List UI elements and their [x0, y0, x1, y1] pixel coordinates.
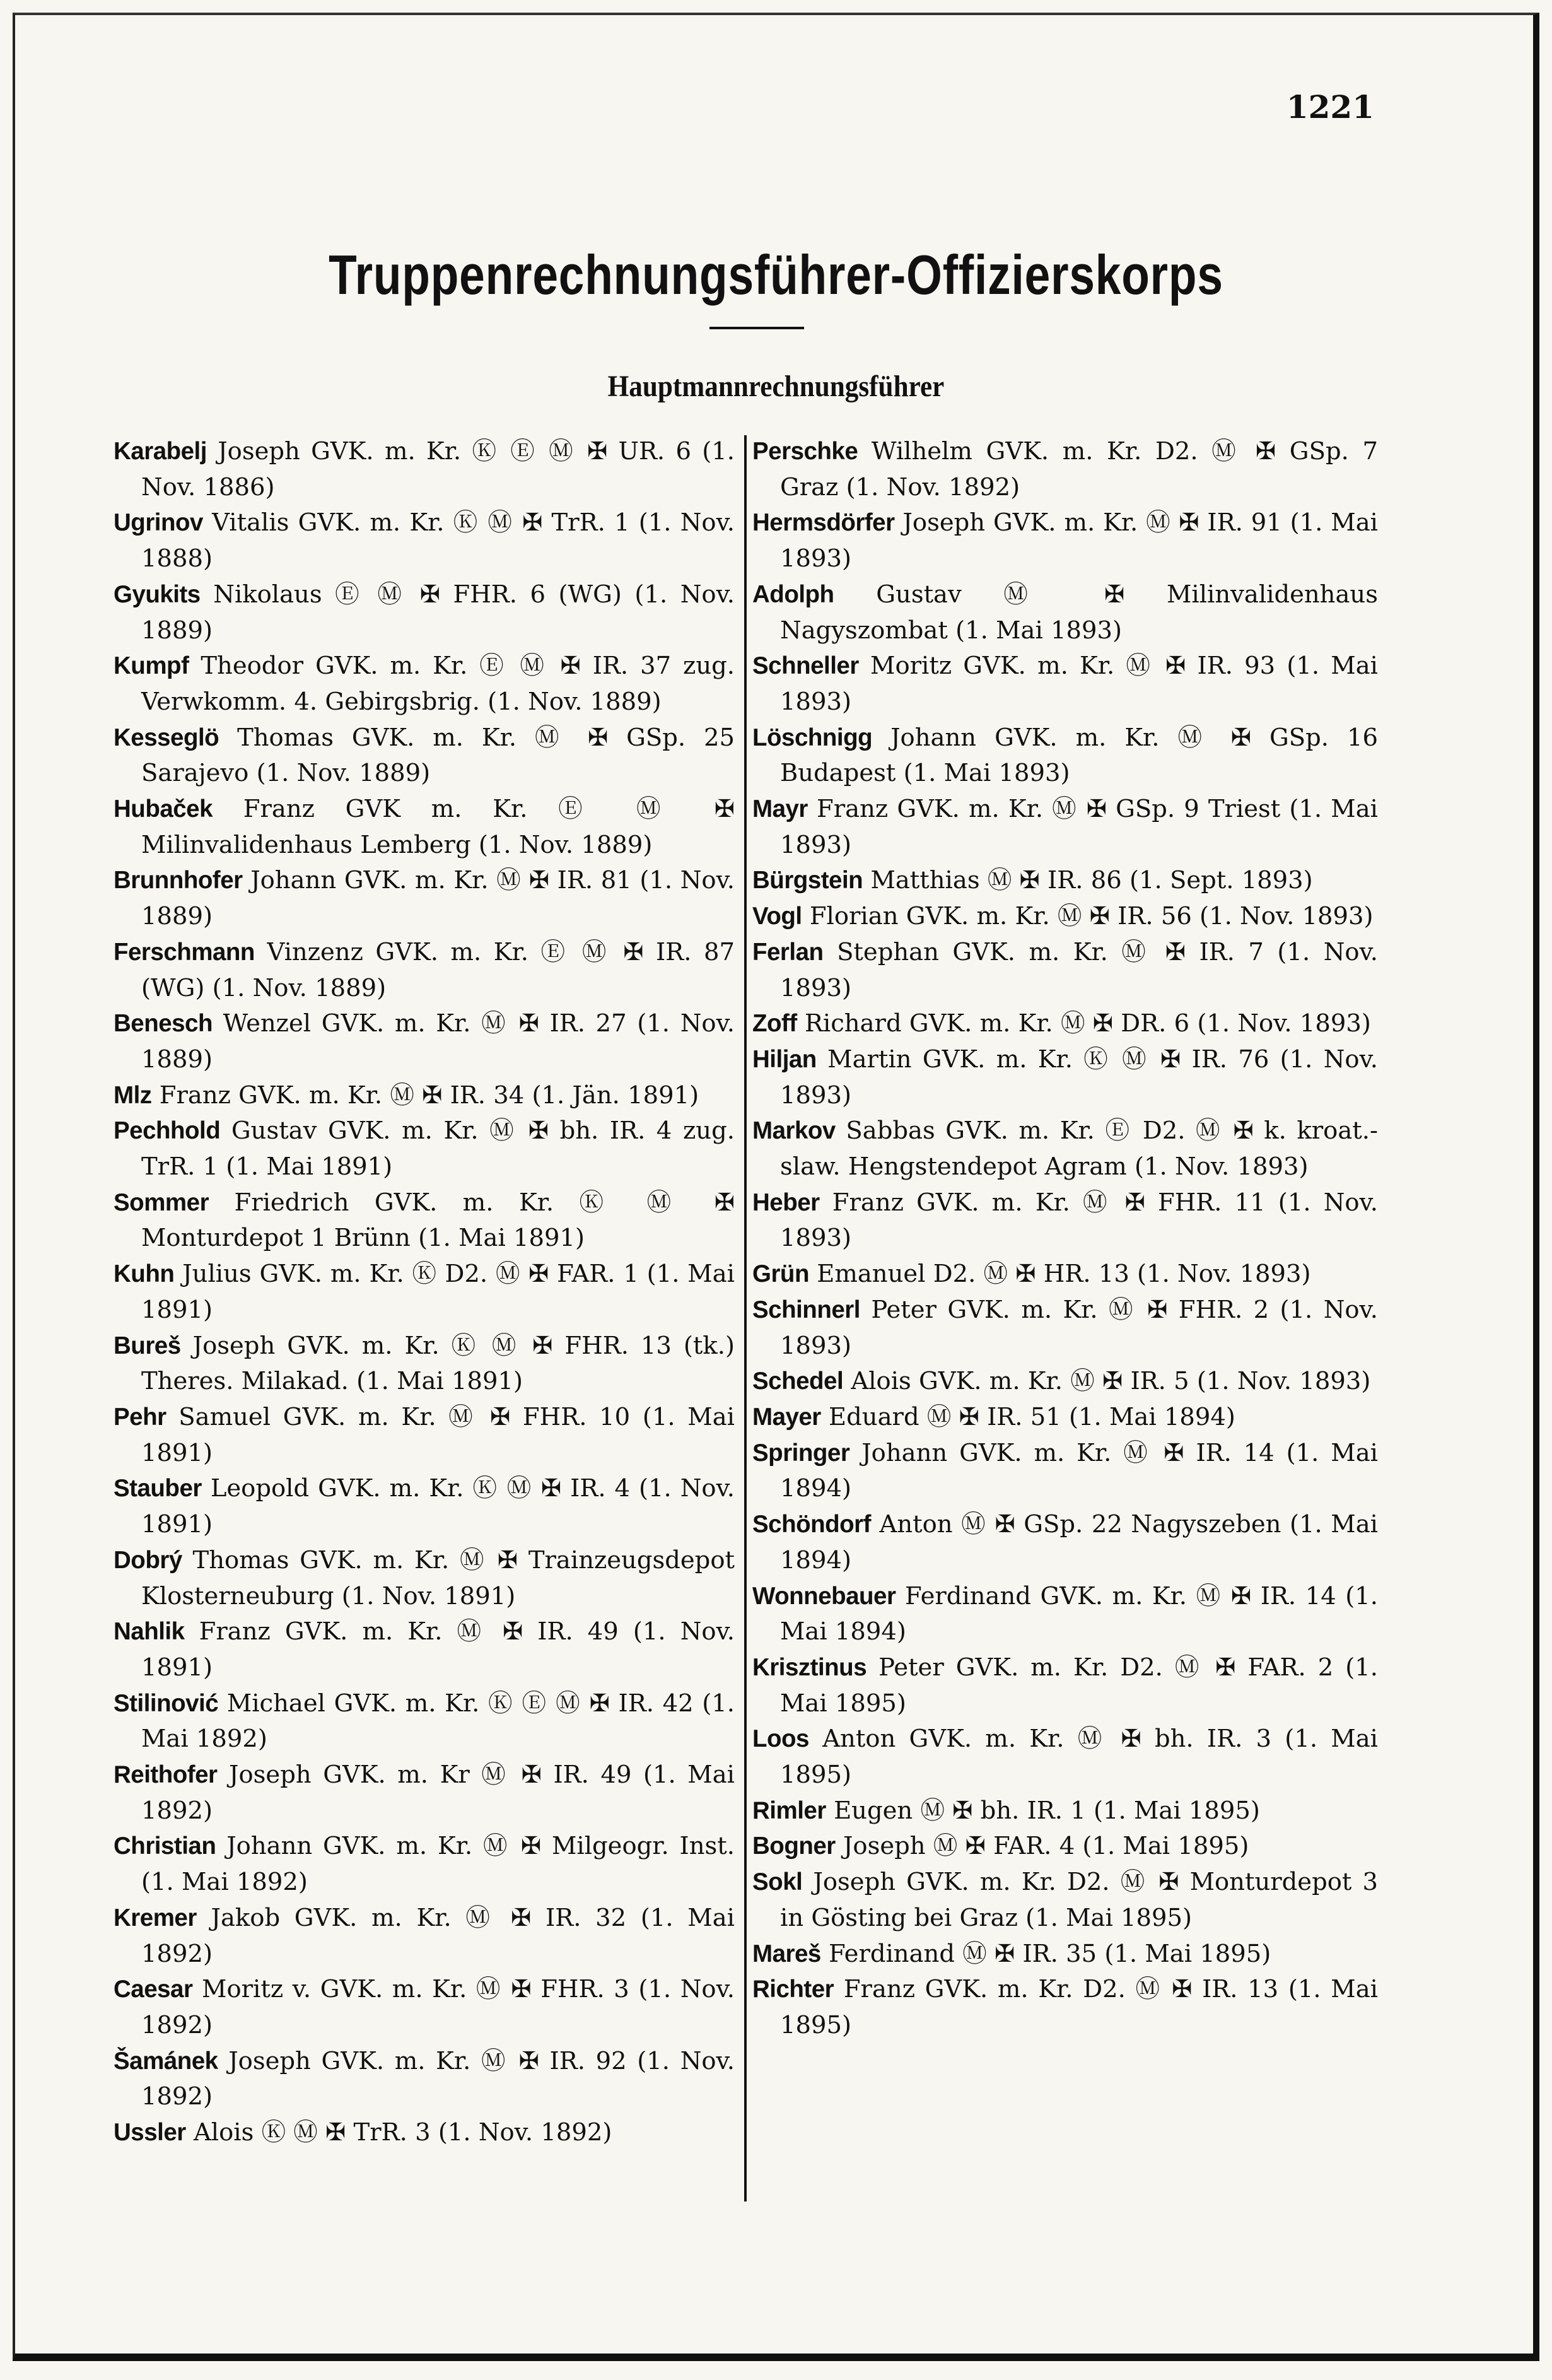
page-number: 1221	[1286, 88, 1374, 126]
roster-entry	[752, 1185, 1378, 1257]
officer-surname: Kremer	[114, 1904, 197, 1932]
roster-entry	[752, 1436, 1378, 1507]
roster-entry	[752, 863, 1378, 899]
roster-entry	[752, 1400, 1378, 1436]
officer-details: Matthias Ⓜ ✠ IR. 86 (1. Sept. 1893)	[870, 866, 1313, 895]
officer-details: Thomas GVK. m. Kr. Ⓜ ✠ GSp. 25 Sarajevo (1. Nov. 1889)	[141, 723, 735, 788]
officer-surname: Springer	[752, 1439, 850, 1467]
officer-surname: Bureš	[114, 1332, 181, 1359]
roster-entry	[114, 792, 735, 863]
officer-details: Friedrich GVK. m. Kr. Ⓚ Ⓜ ✠ Monturdepot 1 Brünn (1. Mai 1891)	[141, 1188, 735, 1253]
officer-surname: Vogl	[752, 903, 802, 930]
officer-details: Alois GVK. m. Kr. Ⓜ ✠ IR. 5 (1. Nov. 1893)	[851, 1367, 1371, 1396]
officer-surname: Adolph	[752, 580, 834, 608]
officer-surname: Stauber	[114, 1475, 202, 1503]
roster-entry	[752, 1721, 1378, 1793]
officer-surname: Stilinović	[114, 1689, 219, 1717]
officer-details: Emanuel D2. Ⓜ ✠ HR. 13 (1. Nov. 1893)	[817, 1260, 1311, 1289]
roster-entry	[752, 1865, 1378, 1936]
roster-entry	[752, 1650, 1378, 1721]
roster-entry	[114, 1400, 735, 1471]
officer-details: Vinzenz GVK. m. Kr. Ⓔ Ⓜ ✠ IR. 87 (WG) (1. Nov. 1889)	[141, 937, 735, 1002]
roster-entry	[114, 1901, 735, 1972]
officer-details: Julius GVK. m. Kr. Ⓚ D2. Ⓜ ✠ FAR. 1 (1. Mai 1891)	[141, 1260, 735, 1324]
officer-surname: Löschnigg	[752, 724, 873, 751]
officer-details: Peter GVK. m. Kr. D2. Ⓜ ✠ FAR. 2 (1. Mai 1895)	[780, 1653, 1378, 1718]
officer-surname: Ussler	[114, 2119, 186, 2147]
officer-details: Franz GVK. m. Kr. Ⓜ ✠ IR. 34 (1. Jän. 1891)	[159, 1081, 699, 1110]
roster-entry	[752, 1113, 1378, 1185]
officer-surname: Mlz	[114, 1081, 152, 1109]
roster-entry	[114, 1471, 735, 1542]
roster-entry	[752, 935, 1378, 1006]
officer-details: Joseph GVK. m. Kr. Ⓚ Ⓔ Ⓜ ✠ UR. 6 (1. Nov. 1886)	[141, 437, 735, 501]
officer-surname: Schneller	[752, 652, 859, 680]
title-rule	[709, 327, 804, 329]
officer-details: Ferdinand GVK. m. Kr. Ⓜ ✠ IR. 14 (1. Mai 1894)	[780, 1581, 1378, 1646]
officer-surname: Rimler	[752, 1797, 826, 1824]
officer-details: Moritz GVK. m. Kr. Ⓜ ✠ IR. 93 (1. Mai 1893)	[780, 652, 1378, 716]
roster-entry	[114, 1185, 735, 1257]
officer-details: Samuel GVK. m. Kr. Ⓜ ✠ FHR. 10 (1. Mai 1891)	[141, 1402, 735, 1467]
roster-entry	[114, 577, 735, 648]
officer-details: Theodor GVK. m. Kr. Ⓔ Ⓜ ✠ IR. 37 zug. Verwkomm. 4. Gebirgsbrig. (1. Nov. 1889)	[141, 652, 735, 716]
roster-entry	[114, 1543, 735, 1614]
roster-entry	[114, 1686, 735, 1757]
roster-entry	[114, 2115, 735, 2151]
officer-surname: Gyukits	[114, 580, 201, 608]
roster-entry	[114, 434, 735, 505]
officer-surname: Nahlik	[114, 1618, 185, 1646]
roster-entry	[752, 1293, 1378, 1364]
officer-details: Eduard Ⓜ ✠ IR. 51 (1. Mai 1894)	[829, 1402, 1235, 1431]
roster-entry	[752, 1972, 1378, 2043]
column-divider	[744, 435, 747, 2201]
officer-details: Franz GVK. m. Kr. Ⓜ ✠ IR. 49 (1. Nov. 1891)	[141, 1617, 735, 1682]
officer-details: Eugen Ⓜ ✠ bh. IR. 1 (1. Mai 1895)	[834, 1796, 1260, 1825]
roster-entry	[752, 1829, 1378, 1865]
officer-surname: Reithofer	[114, 1761, 218, 1789]
roster-entry	[752, 1507, 1378, 1578]
officer-details: Johann GVK. m. Kr. Ⓜ ✠ Milgeogr. Inst. (1. Mai 1892)	[141, 1832, 735, 1897]
officer-surname: Grün	[752, 1260, 809, 1288]
officer-details: Joseph GVK. m. Kr. D2. Ⓜ ✠ Monturdepot 3 in Gösting bei Graz (1. Mai 1895)	[780, 1868, 1378, 1932]
officer-surname: Richter	[752, 1976, 834, 2003]
officer-details: Anton Ⓜ ✠ GSp. 22 Nagyszeben (1. Mai 1894)	[780, 1510, 1378, 1574]
officer-details: Jakob GVK. m. Kr. Ⓜ ✠ IR. 32 (1. Mai 1892)	[141, 1903, 735, 1968]
officer-surname: Caesar	[114, 1976, 193, 2003]
officer-details: Wilhelm GVK. m. Kr. D2. Ⓜ ✠ GSp. 7 Graz (1. Nov. 1892)	[780, 437, 1378, 501]
officer-details: Gustav GVK. m. Kr. Ⓜ ✠ bh. IR. 4 zug. TrR. 1 (1. Mai 1891)	[141, 1117, 735, 1181]
roster-entry	[114, 1972, 735, 2043]
officer-details: Michael GVK. m. Kr. Ⓚ Ⓔ Ⓜ ✠ IR. 42 (1. Mai 1892)	[141, 1689, 735, 1754]
officer-details: Martin GVK. m. Kr. Ⓚ Ⓜ ✠ IR. 76 (1. Nov. 1893)	[780, 1045, 1378, 1110]
roster-entry	[114, 1614, 735, 1685]
officer-details: Joseph GVK. m. Kr Ⓜ ✠ IR. 49 (1. Mai 1892)	[141, 1761, 735, 1825]
roster-entry	[752, 648, 1378, 720]
officer-surname: Hermsdörfer	[752, 509, 895, 537]
officer-details: Stephan GVK. m. Kr. Ⓜ ✠ IR. 7 (1. Nov. 1893)	[780, 937, 1378, 1002]
roster-entry	[752, 1006, 1378, 1042]
roster-entry	[114, 1078, 735, 1114]
officer-surname: Schöndorf	[752, 1511, 871, 1539]
officer-details: Richard GVK. m. Kr. Ⓜ ✠ DR. 6 (1. Nov. 1893)	[804, 1009, 1371, 1038]
officer-surname: Benesch	[114, 1010, 213, 1038]
roster-entry	[114, 505, 735, 577]
roster-entry	[752, 1042, 1378, 1113]
officer-details: Franz GVK. m. Kr. D2. Ⓜ ✠ IR. 13 (1. Mai 1895)	[780, 1975, 1378, 2039]
roster-entry	[752, 577, 1378, 648]
officer-surname: Markov	[752, 1117, 836, 1145]
right-column	[752, 434, 1378, 2044]
roster-entry	[752, 1257, 1378, 1293]
officer-details: Leopold GVK. m. Kr. Ⓚ Ⓜ ✠ IR. 4 (1. Nov. 1891)	[141, 1474, 735, 1539]
officer-surname: Sokl	[752, 1868, 803, 1896]
officer-details: Johann GVK. m. Kr. Ⓜ ✠ IR. 81 (1. Nov. 1889)	[141, 866, 735, 931]
officer-surname: Kumpf	[114, 652, 189, 680]
officer-details: Vitalis GVK. m. Kr. Ⓚ Ⓜ ✠ TrR. 1 (1. Nov. 1888)	[141, 508, 735, 573]
officer-surname: Schinnerl	[752, 1296, 860, 1323]
officer-surname: Pehr	[114, 1403, 166, 1431]
officer-details: Peter GVK. m. Kr. Ⓜ ✠ FHR. 2 (1. Nov. 1893)	[780, 1295, 1378, 1360]
officer-details: Florian GVK. m. Kr. Ⓜ ✠ IR. 56 (1. Nov. 1893)	[809, 902, 1374, 931]
officer-details: Joseph GVK. m. Kr. Ⓜ ✠ IR. 91 (1. Mai 1893)	[780, 508, 1378, 573]
roster-entry	[752, 505, 1378, 577]
roster-entry	[752, 792, 1378, 863]
roster-entry	[752, 1937, 1378, 1973]
roster-entry	[752, 1364, 1378, 1400]
officer-surname: Dobrý	[114, 1546, 182, 1574]
officer-surname: Loos	[752, 1725, 809, 1753]
officer-details: Alois Ⓚ Ⓜ ✠ TrR. 3 (1. Nov. 1892)	[193, 2118, 612, 2147]
officer-surname: Kuhn	[114, 1260, 175, 1288]
roster-entry	[114, 720, 735, 792]
officer-surname: Mayr	[752, 795, 808, 823]
roster-entry	[114, 1257, 735, 1328]
officer-surname: Hubaček	[114, 795, 213, 823]
roster-entry	[752, 899, 1378, 935]
roster-entry	[752, 720, 1378, 792]
roster-entry	[114, 648, 735, 720]
officer-details: Franz GVK m. Kr. Ⓔ Ⓜ ✠ Milinvalidenhaus Lemberg (1. Nov. 1889)	[141, 795, 735, 859]
roster-entry	[114, 1829, 735, 1900]
officer-surname: Bogner	[752, 1832, 836, 1860]
officer-surname: Mayer	[752, 1403, 821, 1431]
officer-surname: Perschke	[752, 438, 858, 465]
officer-details: Joseph GVK. m. Kr. Ⓚ Ⓜ ✠ FHR. 13 (tk.) Theres. Milakad. (1. Mai 1891)	[141, 1331, 735, 1396]
roster-entry	[752, 1793, 1378, 1829]
officer-details: Wenzel GVK. m. Kr. Ⓜ ✠ IR. 27 (1. Nov. 1889)	[141, 1009, 735, 1074]
officer-surname: Heber	[752, 1188, 820, 1216]
roster-entry	[114, 1113, 735, 1185]
left-column	[114, 434, 735, 2151]
officer-details: Franz GVK. m. Kr. Ⓜ ✠ GSp. 9 Triest (1. Mai 1893)	[780, 795, 1378, 859]
officer-details: Johann GVK. m. Kr. Ⓜ ✠ IR. 14 (1. Mai 1894)	[780, 1438, 1378, 1503]
officer-surname: Brunnhofer	[114, 867, 243, 894]
officer-surname: Wonnebauer	[752, 1582, 896, 1610]
roster-entry	[114, 2044, 735, 2115]
officer-details: Joseph Ⓜ ✠ FAR. 4 (1. Mai 1895)	[843, 1832, 1249, 1861]
officer-surname: Kesseglö	[114, 724, 219, 751]
page-title: Truppenrechnungsführer-Offizierskorps	[329, 243, 1223, 306]
officer-surname: Pechhold	[114, 1117, 221, 1145]
officer-details: Anton GVK. m. Kr. Ⓜ ✠ bh. IR. 3 (1. Mai 1895)	[780, 1725, 1378, 1790]
officer-surname: Sommer	[114, 1188, 209, 1216]
officer-details: Nikolaus Ⓔ Ⓜ ✠ FHR. 6 (WG) (1. Nov. 1889)	[141, 580, 735, 645]
officer-details: Franz GVK. m. Kr. Ⓜ ✠ FHR. 11 (1. Nov. 1893)	[780, 1188, 1378, 1253]
officer-surname: Krisztinus	[752, 1653, 867, 1681]
roster-entry	[114, 1006, 735, 1077]
officer-surname: Karabelj	[114, 438, 207, 465]
roster-entry	[752, 1579, 1378, 1650]
roster-entry	[114, 935, 735, 1006]
officer-details: Gustav Ⓜ ✠ Milinvalidenhaus Nagyszombat (1. Mai 1893)	[780, 580, 1378, 645]
officer-details: Thomas GVK. m. Kr. Ⓜ ✠ Trainzeugsdepot Klosterneuburg (1. Nov. 1891)	[141, 1545, 735, 1610]
officer-surname: Ferschmann	[114, 938, 255, 966]
officer-details: Moritz v. GVK. m. Kr. Ⓜ ✠ FHR. 3 (1. Nov. 1892)	[141, 1975, 735, 2039]
officer-surname: Bürgstein	[752, 867, 863, 894]
officer-surname: Schedel	[752, 1368, 844, 1395]
officer-details: Sabbas GVK. m. Kr. Ⓔ D2. Ⓜ ✠ k. kroat.-slaw. Hengstendepot Agram (1. Nov. 1893)	[780, 1117, 1378, 1181]
officer-details: Ferdinand Ⓜ ✠ IR. 35 (1. Mai 1895)	[829, 1939, 1271, 1968]
section-heading: Hauptmannrechnungsführer	[607, 370, 945, 403]
officer-surname: Šamánek	[114, 2047, 218, 2075]
roster-entry	[114, 1328, 735, 1400]
officer-surname: Hiljan	[752, 1045, 817, 1073]
officer-surname: Ferlan	[752, 938, 824, 966]
officer-surname: Ugrinov	[114, 509, 203, 537]
officer-surname: Christian	[114, 1832, 216, 1860]
roster-entry	[752, 434, 1378, 505]
officer-surname: Mareš	[752, 1940, 821, 1967]
roster-entry	[114, 863, 735, 934]
officer-details: Joseph GVK. m. Kr. Ⓜ ✠ IR. 92 (1. Nov. 1892)	[141, 2046, 735, 2111]
officer-details: Johann GVK. m. Kr. Ⓜ ✠ GSp. 16 Budapest (1. Mai 1893)	[780, 723, 1378, 788]
officer-surname: Zoff	[752, 1010, 797, 1038]
roster-entry	[114, 1757, 735, 1829]
